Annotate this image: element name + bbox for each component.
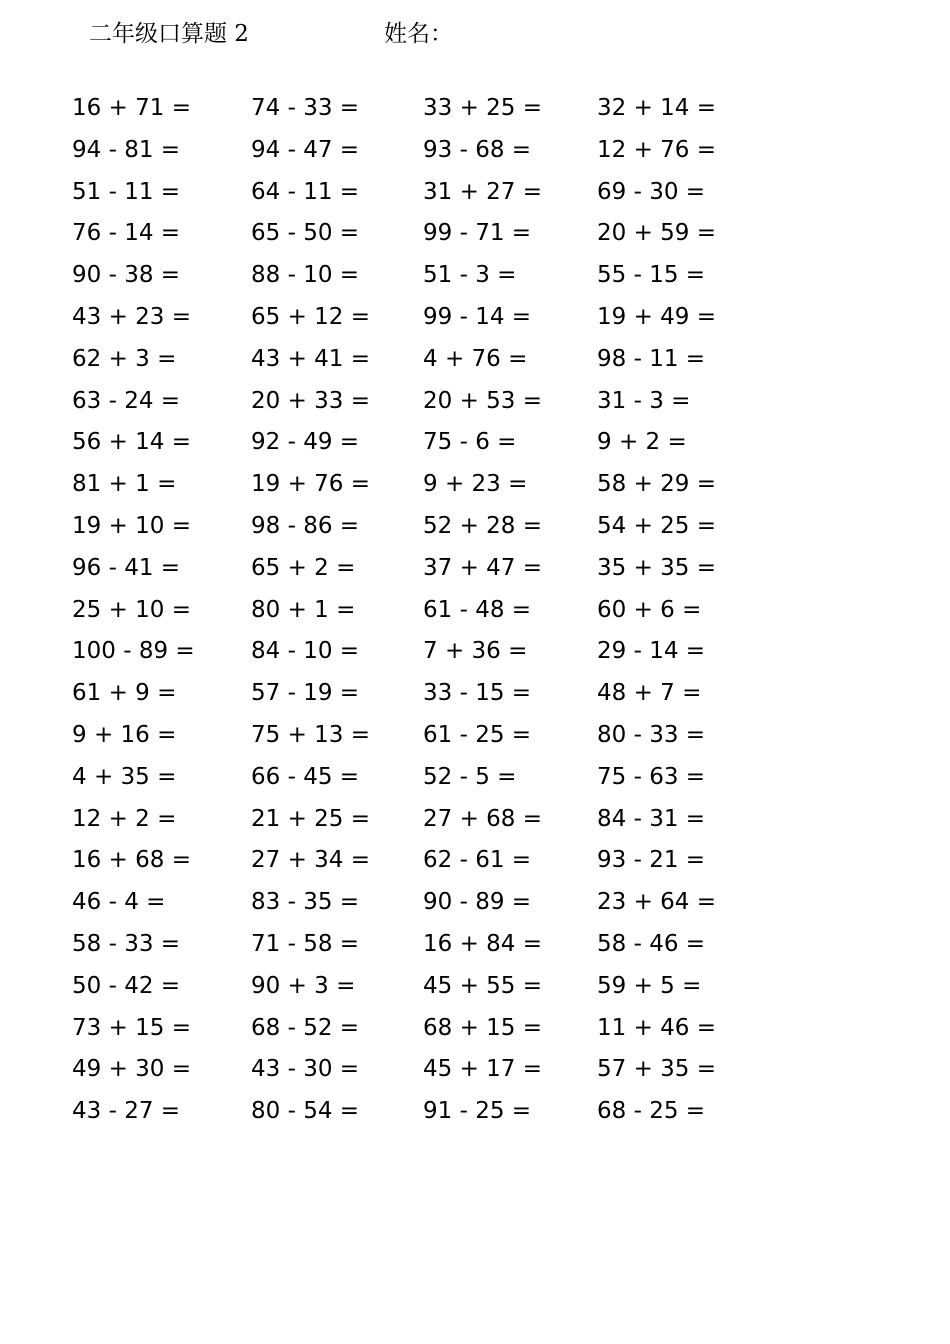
math-problem: 96 - 41 = [72,554,181,581]
math-problem: 75 - 63 = [597,763,706,790]
math-problem: 43 + 41 = [251,345,371,372]
math-problem: 66 - 45 = [251,763,360,790]
problem-row [0,715,950,757]
math-problem: 91 - 25 = [423,1098,532,1125]
math-problem: 57 - 19 = [251,680,360,707]
math-problem: 16 + 71 = [72,95,192,121]
problem-grid [0,88,950,1133]
math-problem: 12 + 2 = [72,805,177,832]
problem-row [0,88,950,130]
problem-row [0,130,950,172]
math-problem: 100 - 89 = [72,638,195,665]
problem-row [0,548,950,590]
math-problem: 69 - 30 = [597,178,706,205]
problem-row [0,213,950,255]
math-problem: 20 + 53 = [423,387,543,414]
math-problem: 27 + 34 = [251,847,371,874]
math-problem: 68 - 25 = [597,1098,706,1125]
problem-row [0,882,950,924]
math-problem: 98 - 86 = [251,512,360,539]
math-problem: 65 + 12 = [251,303,371,330]
math-problem: 16 + 84 = [423,930,543,957]
problem-row [0,924,950,966]
problem-row [0,297,950,339]
problem-row [0,757,950,799]
math-problem: 56 + 14 = [72,429,192,456]
problem-row [0,799,950,841]
math-problem: 19 + 76 = [251,471,371,498]
math-problem: 7 + 36 = [423,638,528,665]
math-problem: 81 + 1 = [72,471,177,498]
math-problem: 11 + 46 = [597,1014,717,1041]
math-problem: 49 + 30 = [72,1056,192,1083]
math-problem: 99 - 71 = [423,220,532,247]
problem-row [0,255,950,297]
math-problem: 93 - 68 = [423,136,532,163]
math-problem: 25 + 10 = [72,596,192,623]
math-problem: 74 - 33 = [251,95,360,121]
math-problem: 59 + 5 = [597,972,702,999]
math-problem: 32 + 14 = [597,95,717,121]
math-problem: 12 + 76 = [597,136,717,163]
math-problem: 19 + 10 = [72,512,192,539]
math-problem: 88 - 10 = [251,262,360,289]
math-problem: 61 + 9 = [72,680,177,707]
math-problem: 71 - 58 = [251,930,360,957]
math-problem: 94 - 47 = [251,136,360,163]
math-problem: 90 - 89 = [423,889,532,916]
math-problem: 68 + 15 = [423,1014,543,1041]
problem-row [0,1091,950,1133]
math-problem: 33 + 25 = [423,95,543,121]
math-problem: 33 - 15 = [423,680,532,707]
math-problem: 19 + 49 = [597,303,717,330]
math-problem: 90 - 38 = [72,262,181,289]
math-problem: 52 - 5 = [423,763,517,790]
math-problem: 16 + 68 = [72,847,192,874]
math-problem: 57 + 35 = [597,1056,717,1083]
math-problem: 68 - 52 = [251,1014,360,1041]
problem-row [0,673,950,715]
problem-row [0,506,950,548]
math-problem: 46 - 4 = [72,889,166,916]
math-problem: 84 - 10 = [251,638,360,665]
math-problem: 4 + 76 = [423,345,528,372]
math-problem: 9 + 2 = [597,429,687,456]
math-problem: 63 - 24 = [72,387,181,414]
math-problem: 65 + 2 = [251,554,356,581]
math-problem: 45 + 17 = [423,1056,543,1083]
problem-row [0,1008,950,1050]
math-problem: 98 - 11 = [597,345,706,372]
math-problem: 43 - 30 = [251,1056,360,1083]
math-problem: 21 + 25 = [251,805,371,832]
math-problem: 20 + 59 = [597,220,717,247]
problem-row [0,381,950,423]
math-problem: 58 - 33 = [72,930,181,957]
math-problem: 9 + 16 = [72,721,177,748]
math-problem: 62 + 3 = [72,345,177,372]
math-problem: 65 - 50 = [251,220,360,247]
math-problem: 80 + 1 = [251,596,356,623]
math-problem: 58 + 29 = [597,471,717,498]
math-problem: 37 + 47 = [423,554,543,581]
math-problem: 62 - 61 = [423,847,532,874]
math-problem: 43 - 27 = [72,1098,181,1125]
math-problem: 84 - 31 = [597,805,706,832]
math-problem: 31 + 27 = [423,178,543,205]
math-problem: 64 - 11 = [251,178,360,205]
worksheet-header [0,16,950,52]
math-problem: 75 + 13 = [251,721,371,748]
problem-row [0,631,950,673]
math-problem: 61 - 48 = [423,596,532,623]
math-problem: 23 + 64 = [597,889,717,916]
math-problem: 83 - 35 = [251,889,360,916]
math-problem: 4 + 35 = [72,763,177,790]
problem-row [0,590,950,632]
math-problem: 31 - 3 = [597,387,691,414]
math-problem: 52 + 28 = [423,512,543,539]
problem-row [0,840,950,882]
math-problem: 55 - 15 = [597,262,706,289]
math-problem: 50 - 42 = [72,972,181,999]
math-problem: 9 + 23 = [423,471,528,498]
worksheet-title: 二年级口算题 2 [89,21,249,47]
math-problem: 58 - 46 = [597,930,706,957]
math-problem: 80 - 33 = [597,721,706,748]
math-problem: 45 + 55 = [423,972,543,999]
problem-row [0,966,950,1008]
math-problem: 43 + 23 = [72,303,192,330]
problem-row [0,339,950,381]
problem-row [0,1049,950,1091]
math-problem: 93 - 21 = [597,847,706,874]
math-problem: 29 - 14 = [597,638,706,665]
problem-row [0,172,950,214]
name-label: 姓名： [384,21,453,47]
math-problem: 73 + 15 = [72,1014,192,1041]
math-problem: 35 + 35 = [597,554,717,581]
math-problem: 92 - 49 = [251,429,360,456]
math-problem: 27 + 68 = [423,805,543,832]
math-problem: 94 - 81 = [72,136,181,163]
math-problem: 51 - 3 = [423,262,517,289]
problem-row [0,422,950,464]
math-problem: 99 - 14 = [423,303,532,330]
math-problem: 61 - 25 = [423,721,532,748]
math-problem: 80 - 54 = [251,1098,360,1125]
math-problem: 60 + 6 = [597,596,702,623]
math-problem: 75 - 6 = [423,429,517,456]
math-problem: 20 + 33 = [251,387,371,414]
math-problem: 90 + 3 = [251,972,356,999]
math-problem: 54 + 25 = [597,512,717,539]
math-problem: 76 - 14 = [72,220,181,247]
problem-row [0,464,950,506]
math-problem: 48 + 7 = [597,680,702,707]
math-problem: 51 - 11 = [72,178,181,205]
